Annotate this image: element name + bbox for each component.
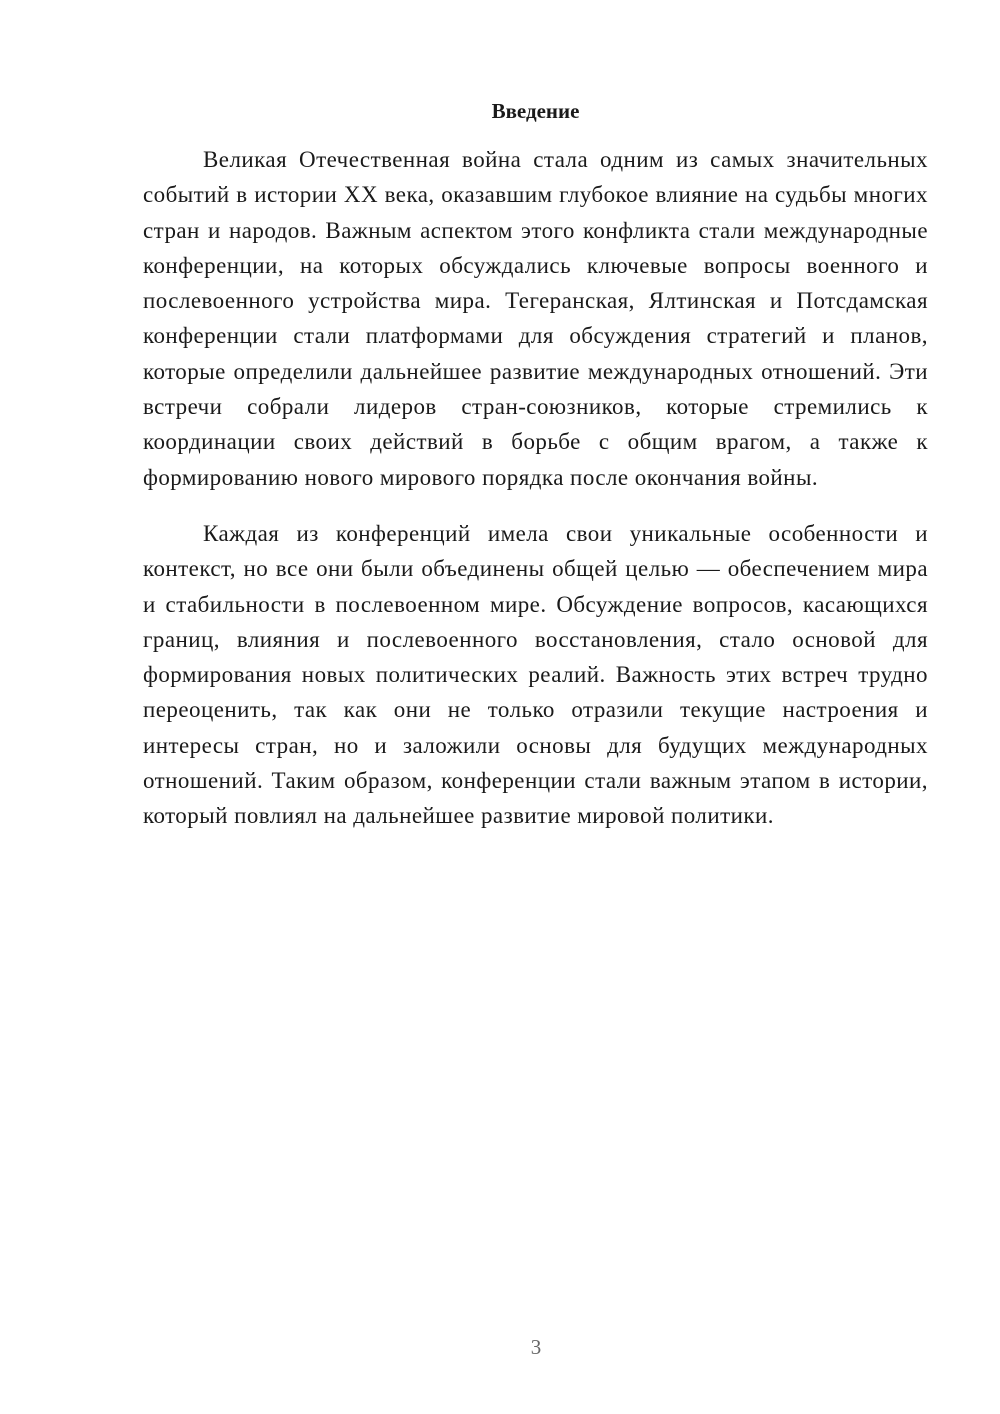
body-text [143,142,928,834]
page-number: 3 [530,1335,542,1359]
paragraph-2: Каждая из конференций имела свои уникальные особенности и контекст, но все они были объединены общей целью — обеспечением мира и стабильности в послевоенном мире. Обсуждение вопросов, касающихся границ, влияния и послевоенного восстановления, стало основой для формирования новых политических реалий. Важность этих встреч трудно переоценить, так как они не только отразили текущие настроения и интересы стран, но и заложили основы для будущих международных отношений. Таким образом, конференции стали важным этапом в истории, который повлиял на дальнейшее развитие мировой политики. [143,520,928,829]
page-heading: Введение [491,99,580,123]
paragraph-1: Великая Отечественная война стала одним из самых значительных событий в истории XX века, оказавшим глубокое влияние на судьбы многих стран и народов. Важным аспектом этого конфликта стали международные конференции, на которых обсуждались ключевые вопросы военного и послевоенного устройства мира. Тегеранская, Ялтинская и Потсдамская конференции стали платформами для обсуждения стратегий и планов, которые определили дальнейшее развитие международных отношений. Эти встречи собрали лидеров стран-союзников, которые стремились к координации своих действий в борьбе с общим врагом, а также к формированию нового мирового порядка после окончания войны. [143,147,928,490]
